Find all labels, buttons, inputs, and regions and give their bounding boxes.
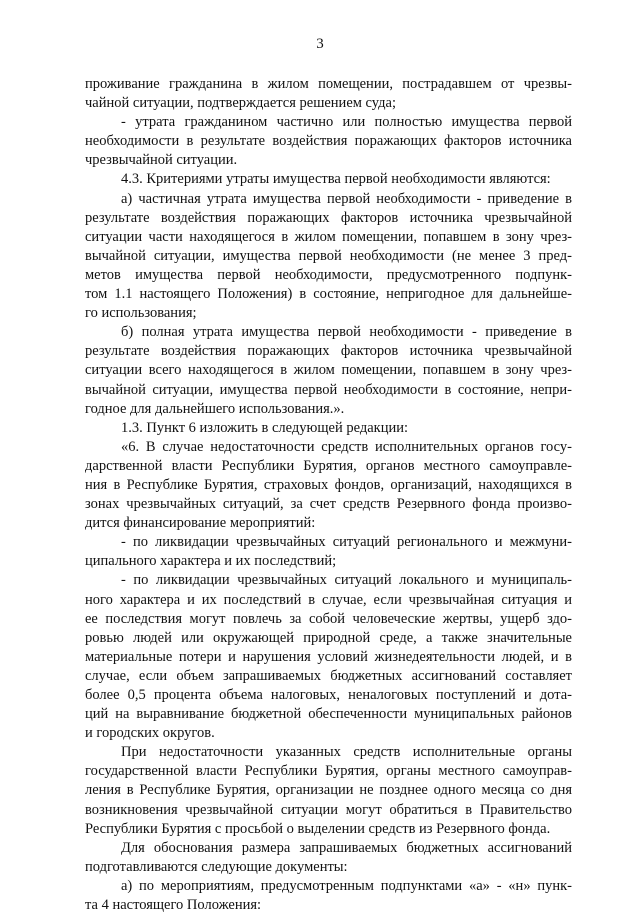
text-line: более 0,5 процента объема налоговых, неналоговых поступлений и дота- xyxy=(85,687,572,703)
page-number: 3 xyxy=(316,36,324,52)
text-line: Для обоснования размера запрашиваемых бюджетных ассигнований xyxy=(121,839,572,856)
text-line: необходимости в результате воздействия поражающих факторов источника xyxy=(85,133,572,150)
text-line: 4.3. Критериями утраты имущества первой необходимости являются: xyxy=(121,171,551,188)
text-line: годное для дальнейшего использования.». xyxy=(85,400,345,417)
text-line: зонах чрезвычайных ситуаций, за счет средств Резервного фонда произво- xyxy=(85,496,572,513)
text-line: чайной ситуации, подтверждается решением суда; xyxy=(85,95,396,112)
text-line: дарственной власти Республики Бурятия, органов местного самоуправле- xyxy=(85,457,572,474)
text-line: дится финансирование мероприятий: xyxy=(85,515,316,532)
text-line: При недостаточности указанных средств исполнительные органы xyxy=(121,744,572,761)
text-line: и городских округов. xyxy=(85,725,215,742)
text-line: том 1.1 настоящего Положения) в состояние, непригодное для дальнейше- xyxy=(85,286,572,303)
text-line: вычайной ситуации, имущества первой необходимости (не менее 3 пред- xyxy=(85,247,572,264)
text-line: го использования; xyxy=(85,305,197,322)
text-line: та 4 настоящего Положения: xyxy=(85,897,262,914)
text-line: ного характера и их последствий в случае, если чрезвычайная ситуация и xyxy=(85,591,572,608)
text-line: ее последствия могут повлечь за собой человеческие жертвы, ущерб здо- xyxy=(85,610,572,627)
text-line: результате воздействия поражающих факторов источника чрезвычайной xyxy=(85,343,572,360)
text-line: а) по мероприятиям, предусмотренным подпунктами «а» - «н» пунк- xyxy=(121,877,572,894)
text-line: а) частичная утрата имущества первой необходимости - приведение в xyxy=(121,190,572,207)
text-line: вычайной ситуации, имущества первой необходимости в состояние, непри- xyxy=(85,381,572,398)
text-line: - по ликвидации чрезвычайных ситуаций локального и муниципаль- xyxy=(121,572,572,589)
text-line: ципального характера и их последствий; xyxy=(85,553,337,570)
text-line: ций на выравнивание бюджетной обеспеченности муниципальных районов xyxy=(85,706,572,723)
text-line: ления в Республике Бурятия, организации не позднее одного месяца со дня xyxy=(85,782,572,799)
text-line: - по ликвидации чрезвычайных ситуаций регионального и межмуни- xyxy=(121,534,572,551)
text-line: проживание гражданина в жилом помещении, пострадавшем от чрезвы- xyxy=(85,76,572,92)
text-line: возникновения чрезвычайной ситуации могут обратиться в Правительство xyxy=(85,801,572,818)
text-line: Республики Бурятия с просьбой о выделении средств из Резервного фонда. xyxy=(85,820,551,837)
text-line: ния в Республике Бурятия, страховых фондов, организаций, находящихся в xyxy=(85,476,572,493)
text-line: метов имущества первой необходимости, предусмотренного подпунк- xyxy=(85,266,572,283)
text-line: случае, если объем запрашиваемых бюджетных ассигнований составляет xyxy=(85,667,572,684)
text-line: государственной власти Республики Бурятия, органы местного самоуправ- xyxy=(85,763,572,780)
text-line: материальные потери и нарушения условий жизнедеятельности людей, и в xyxy=(85,648,572,665)
text-line: - утрата гражданином частично или полностью имущества первой xyxy=(121,114,572,131)
text-line: «6. В случае недостаточности средств исполнительных органов госу- xyxy=(121,438,572,455)
text-line: ровью людей или окружающей природной среде, а также значительные xyxy=(85,629,572,646)
text-line: результате воздействия поражающих факторов источника чрезвычайной xyxy=(85,209,572,226)
text-line: ситуации части находящегося в жилом помещении, попавшем в зону чрез- xyxy=(85,228,572,245)
text-line: чрезвычайной ситуации. xyxy=(85,152,238,169)
document-body xyxy=(85,75,572,915)
text-line: ситуации всего находящегося в жилом помещении, попавшем в зону чрез- xyxy=(85,362,572,379)
text-line: 1.3. Пункт 6 изложить в следующей редакции: xyxy=(121,419,409,436)
text-line: подготавливаются следующие документы: xyxy=(85,858,348,875)
text-line: б) полная утрата имущества первой необходимости - приведение в xyxy=(121,324,572,341)
